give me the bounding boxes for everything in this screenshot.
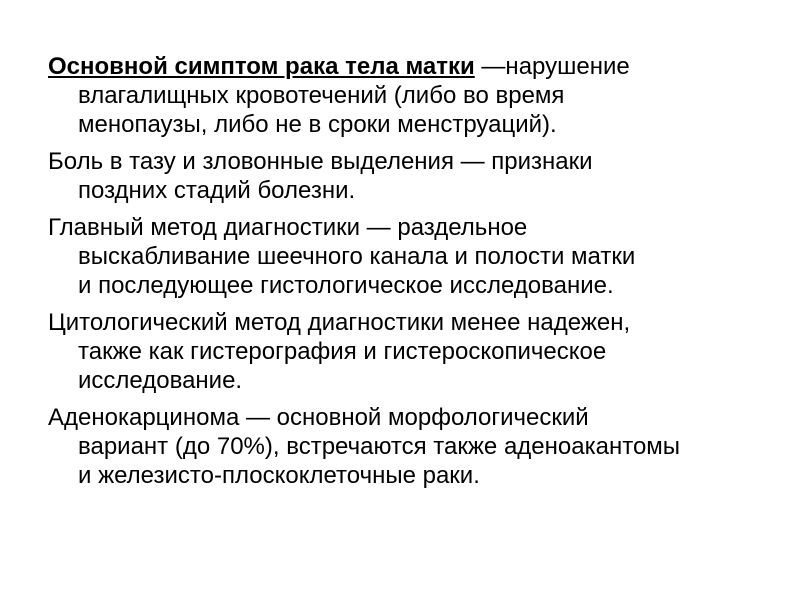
paragraph-morphology (48, 403, 768, 490)
paragraph-line: также как гистерография и гистероскопическое (78, 338, 607, 365)
paragraph-line: Цитологический метод диагностики менее надежен, (48, 309, 631, 336)
paragraph-line: исследование. (78, 367, 243, 394)
paragraph-line: влагалищных кровотечений (либо во время (78, 82, 565, 109)
paragraph-line: и последующее гистологическое исследование. (78, 272, 614, 299)
paragraph-line: Боль в тазу и зловонные выделения — признаки (48, 148, 593, 175)
paragraph-line: поздних стадий болезни. (78, 177, 356, 204)
paragraph-cytology (48, 308, 768, 395)
paragraph-line: и железисто-плоскоклеточные раки. (78, 462, 480, 489)
paragraph-line: вариант (до 70%), встречаются также аденоакантомы (78, 433, 681, 460)
paragraph-line: Главный метод диагностики — раздельное (48, 214, 528, 241)
paragraph-line: —нарушение (474, 53, 630, 80)
paragraph-line: выскабливание шеечного канала и полости матки (78, 243, 636, 270)
slide-body (48, 52, 768, 498)
paragraph-line: менопаузы, либо не в сроки менструаций). (78, 111, 557, 138)
paragraph-line: Аденокарцинома — основной морфологический (48, 404, 589, 431)
paragraph-main-symptom (48, 52, 768, 139)
paragraph-main-diagnostics (48, 213, 768, 300)
paragraph-late-signs (48, 147, 768, 205)
paragraph-heading: Основной симптом рака тела матки (48, 53, 475, 80)
